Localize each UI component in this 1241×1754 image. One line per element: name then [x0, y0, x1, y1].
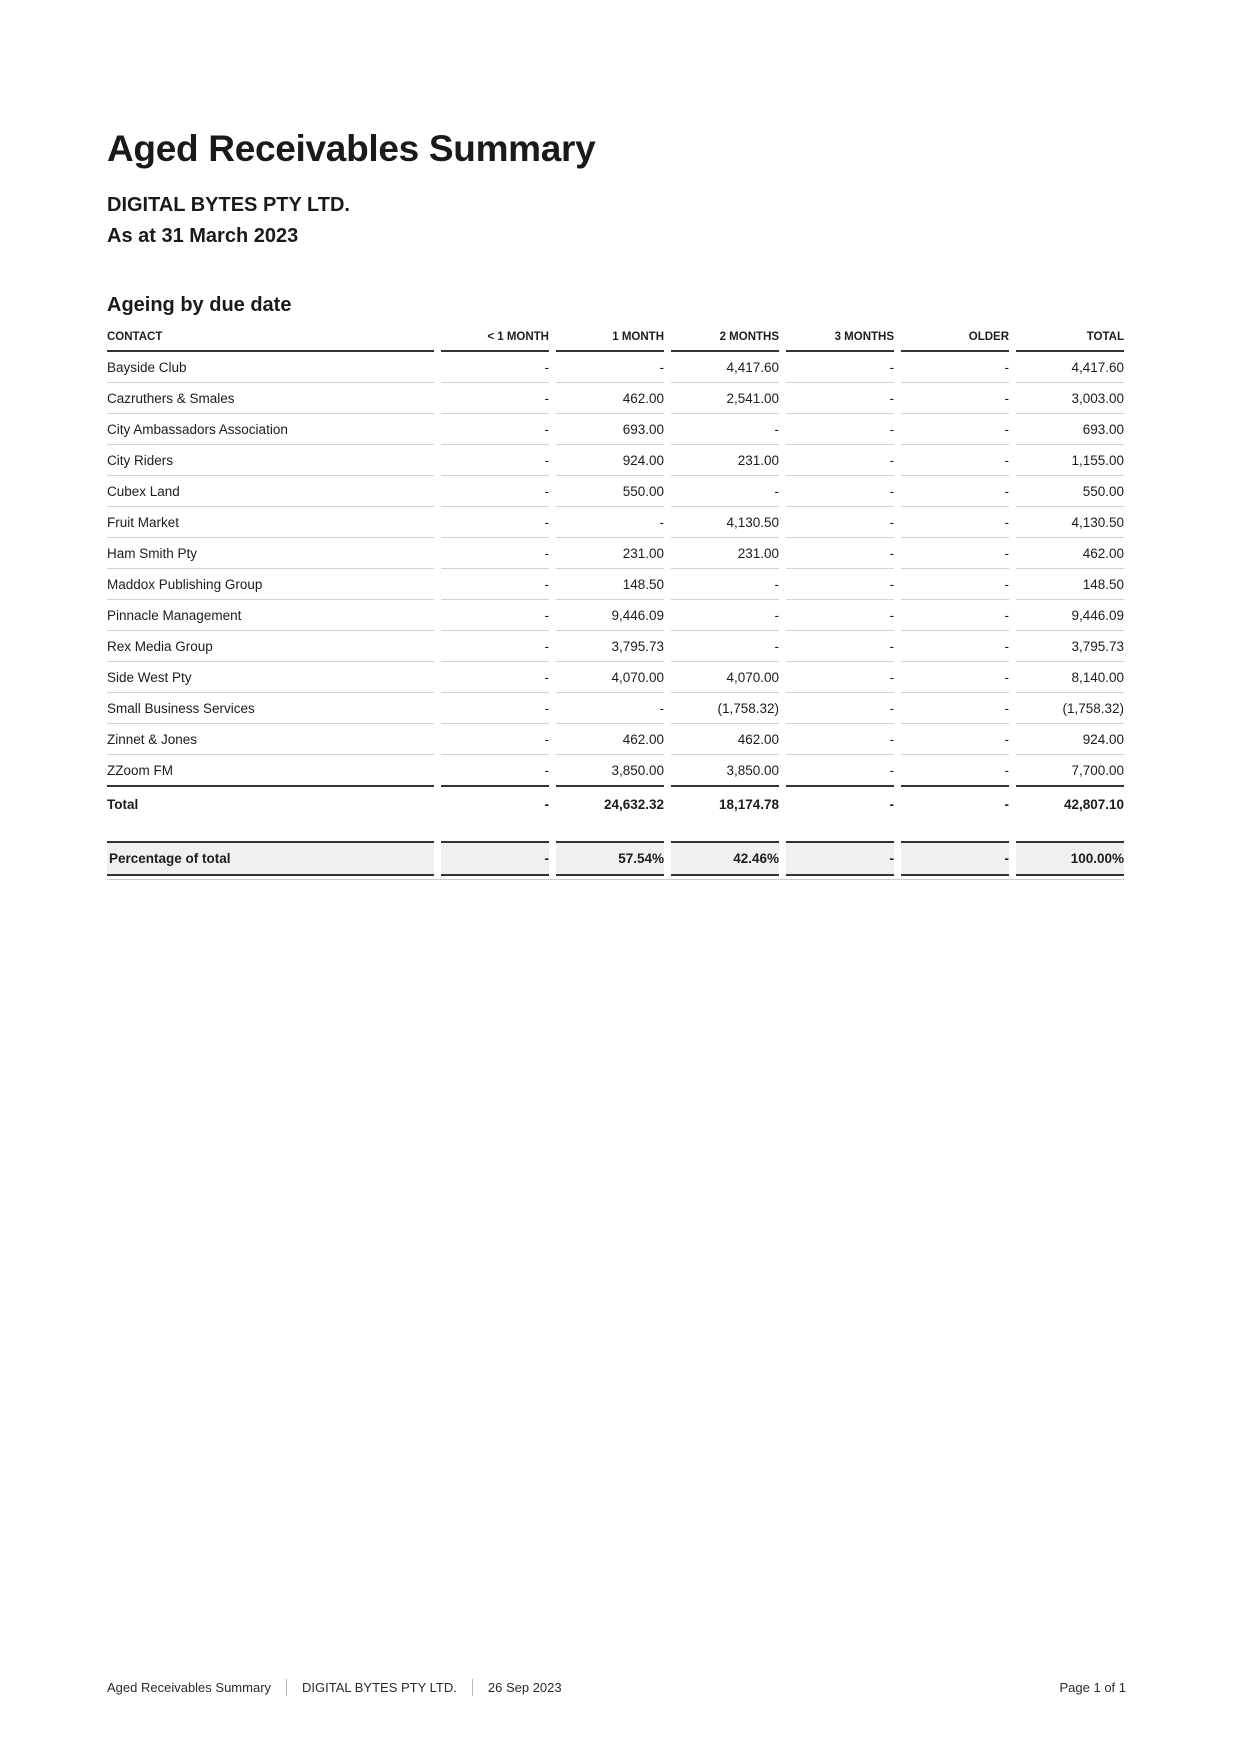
contact-cell: City Ambassadors Association: [107, 414, 434, 445]
value-cell-2months: (1,758.32): [671, 693, 779, 724]
value-cell-2months: -: [671, 600, 779, 631]
value-cell-older: -: [901, 507, 1009, 538]
value-cell-1month: -: [556, 693, 664, 724]
value-cell-total: (1,758.32): [1016, 693, 1124, 724]
percentage-value: -: [441, 841, 549, 876]
value-cell-3months: -: [786, 476, 894, 507]
table-row: [107, 414, 1124, 445]
contact-cell: Pinnacle Management: [107, 600, 434, 631]
value-cell-total: 3,003.00: [1016, 383, 1124, 414]
total-label: Total: [107, 785, 434, 828]
value-cell-1month: 148.50: [556, 569, 664, 600]
value-cell-older: -: [901, 724, 1009, 755]
value-cell-3months: -: [786, 569, 894, 600]
value-cell-1month: 550.00: [556, 476, 664, 507]
total-row: [107, 785, 1124, 828]
value-cell-older: -: [901, 352, 1009, 383]
value-cell-2months: -: [671, 569, 779, 600]
total-value: 24,632.32: [556, 785, 664, 828]
value-cell-2months: 3,850.00: [726, 763, 779, 778]
table-row: [107, 724, 1124, 755]
value-cell-total: 9,446.09: [1016, 600, 1124, 631]
column-header-1month: 1 MONTH: [556, 331, 664, 352]
percentage-value: 57.54%: [556, 841, 664, 876]
value-cell-1month: 3,850.00: [611, 763, 664, 778]
value-cell-lt1month: -: [441, 445, 549, 476]
table-row: [107, 445, 1124, 476]
table-row: [107, 631, 1124, 662]
value-cell-3months: -: [786, 693, 894, 724]
value-cell-3months: -: [889, 763, 894, 778]
contact-cell: Maddox Publishing Group: [107, 569, 434, 600]
value-cell-lt1month: -: [441, 693, 549, 724]
total-value: -: [901, 785, 1009, 828]
value-cell-older: -: [901, 445, 1009, 476]
value-cell-1month: 4,070.00: [556, 662, 664, 693]
value-cell-total: 550.00: [1016, 476, 1124, 507]
total-value: 42,807.10: [1016, 785, 1124, 828]
value-cell-total: 4,417.60: [1016, 352, 1124, 383]
percentage-label: Percentage of total: [107, 841, 434, 876]
value-cell-3months: -: [786, 352, 894, 383]
value-cell-2months: 462.00: [671, 724, 779, 755]
value-cell-lt1month: -: [441, 538, 549, 569]
page-footer: [107, 1679, 1126, 1696]
value-cell-2months: 2,541.00: [671, 383, 779, 414]
contact-cell: Rex Media Group: [107, 631, 434, 662]
aged-receivables-table: [100, 331, 1131, 876]
value-cell-3months: -: [786, 724, 894, 755]
value-cell-3months: -: [786, 662, 894, 693]
value-cell-1month: 3,795.73: [556, 631, 664, 662]
percentage-of-total-row: [107, 841, 1124, 876]
percentage-value: 42.46%: [671, 841, 779, 876]
footer-company-name: DIGITAL BYTES PTY LTD.: [302, 1680, 457, 1695]
contact-cell: Side West Pty: [107, 662, 434, 693]
value-cell-older: -: [901, 476, 1009, 507]
value-cell-older: -: [901, 631, 1009, 662]
total-value: -: [441, 785, 549, 828]
value-cell-total: 4,130.50: [1016, 507, 1124, 538]
value-cell-total: 3,795.73: [1016, 631, 1124, 662]
section-heading: Ageing by due date: [107, 294, 292, 316]
value-cell-3months: -: [786, 383, 894, 414]
value-cell-2months: -: [671, 631, 779, 662]
contact-cell: Cubex Land: [107, 476, 434, 507]
column-header-total: TOTAL: [1016, 331, 1124, 352]
value-cell-2months: 231.00: [671, 538, 779, 569]
value-cell-older: -: [1004, 763, 1009, 778]
value-cell-total: 924.00: [1016, 724, 1124, 755]
value-cell-lt1month: -: [441, 569, 549, 600]
value-cell-lt1month: -: [441, 507, 549, 538]
value-cell-lt1month: -: [441, 383, 549, 414]
value-cell-1month: 231.00: [556, 538, 664, 569]
table-row: [107, 600, 1124, 631]
value-cell-older: -: [901, 383, 1009, 414]
value-cell-3months: -: [786, 445, 894, 476]
value-cell-total: 462.00: [1016, 538, 1124, 569]
percentage-value: -: [901, 841, 1009, 876]
value-cell-2months: -: [671, 414, 779, 445]
table-end-rule: [107, 879, 1124, 880]
value-cell-1month: 462.00: [556, 383, 664, 414]
value-cell-older: -: [901, 662, 1009, 693]
total-value: -: [786, 785, 894, 828]
percentage-value: 100.00%: [1016, 841, 1124, 876]
table-row: [107, 476, 1124, 507]
company-name: DIGITAL BYTES PTY LTD.: [107, 194, 350, 216]
table-row: [107, 662, 1124, 693]
value-cell-3months: -: [786, 507, 894, 538]
value-cell-2months: 4,130.50: [671, 507, 779, 538]
value-cell-1month: 693.00: [556, 414, 664, 445]
value-cell-3months: -: [786, 631, 894, 662]
value-cell-3months: -: [786, 414, 894, 445]
column-header-contact: CONTACT: [107, 331, 434, 352]
contact-cell: Fruit Market: [107, 507, 434, 538]
value-cell-total: 148.50: [1016, 569, 1124, 600]
table-row: [107, 755, 1124, 785]
value-cell-2months: 4,070.00: [671, 662, 779, 693]
value-cell-1month: 924.00: [556, 445, 664, 476]
table-row: [107, 538, 1124, 569]
table-header-row: [107, 331, 1124, 352]
contact-cell: Cazruthers & Smales: [107, 383, 434, 414]
value-cell-total: 693.00: [1016, 414, 1124, 445]
value-cell-older: -: [901, 414, 1009, 445]
contact-cell: ZZoom FM: [107, 763, 173, 778]
footer-separator: [286, 1679, 287, 1696]
value-cell-lt1month: -: [441, 631, 549, 662]
value-cell-1month: 9,446.09: [556, 600, 664, 631]
percentage-value: -: [786, 841, 894, 876]
footer-separator: [472, 1679, 473, 1696]
contact-cell: Small Business Services: [107, 693, 434, 724]
column-header-older: OLDER: [901, 331, 1009, 352]
column-header-3months: 3 MONTHS: [786, 331, 894, 352]
value-cell-lt1month: -: [441, 662, 549, 693]
contact-cell: Bayside Club: [107, 352, 434, 383]
value-cell-1month: 462.00: [556, 724, 664, 755]
value-cell-lt1month: -: [544, 763, 549, 778]
footer-report-name: Aged Receivables Summary: [107, 1680, 272, 1695]
table-row: [107, 569, 1124, 600]
report-date-line: As at 31 March 2023: [107, 225, 299, 247]
column-header-lt1month: < 1 MONTH: [441, 331, 549, 352]
value-cell-older: -: [901, 569, 1009, 600]
page-title: Aged Receivables Summary: [107, 128, 596, 169]
value-cell-2months: 231.00: [671, 445, 779, 476]
footer-print-date: 26 Sep 2023: [487, 1680, 562, 1695]
value-cell-3months: -: [786, 600, 894, 631]
footer-info: [107, 1679, 562, 1696]
footer-page-number: Page 1 of 1: [1059, 1680, 1126, 1695]
value-cell-1month: -: [556, 507, 664, 538]
value-cell-lt1month: -: [441, 352, 549, 383]
value-cell-1month: -: [556, 352, 664, 383]
spacer-row: [107, 828, 1124, 841]
value-cell-older: -: [901, 693, 1009, 724]
value-cell-total: 8,140.00: [1016, 662, 1124, 693]
contact-cell: Zinnet & Jones: [107, 724, 434, 755]
value-cell-lt1month: -: [441, 724, 549, 755]
table-row: [107, 383, 1124, 414]
value-cell-lt1month: -: [441, 414, 549, 445]
contact-cell: Ham Smith Pty: [107, 538, 434, 569]
value-cell-lt1month: -: [441, 600, 549, 631]
value-cell-older: -: [901, 600, 1009, 631]
table-row: [107, 352, 1124, 383]
value-cell-total: 1,155.00: [1016, 445, 1124, 476]
value-cell-2months: 4,417.60: [671, 352, 779, 383]
column-header-2months: 2 MONTHS: [671, 331, 779, 352]
total-value: 18,174.78: [671, 785, 779, 828]
value-cell-total: 7,700.00: [1071, 763, 1124, 778]
table-row: [107, 693, 1124, 724]
value-cell-older: -: [901, 538, 1009, 569]
contact-cell: City Riders: [107, 445, 434, 476]
value-cell-3months: -: [786, 538, 894, 569]
value-cell-2months: -: [671, 476, 779, 507]
value-cell-lt1month: -: [441, 476, 549, 507]
table-row: [107, 507, 1124, 538]
